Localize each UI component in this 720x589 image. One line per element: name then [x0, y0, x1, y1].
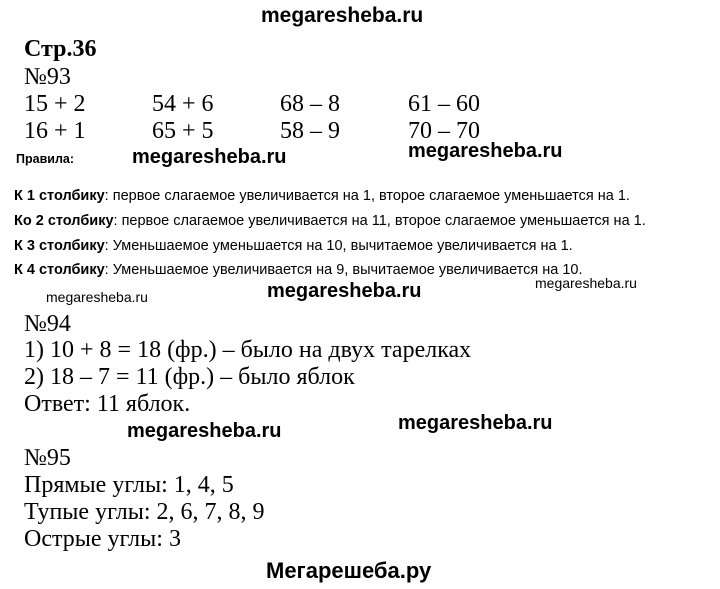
- task-94-number: №94: [24, 311, 71, 337]
- expression: 65 + 5: [152, 118, 214, 144]
- watermark: megaresheba.ru: [132, 146, 287, 168]
- task-95-number: №95: [24, 445, 71, 471]
- solution-line: 1) 10 + 8 = 18 (фр.) – было на двух тарелках: [24, 337, 472, 363]
- expression: 61 – 60: [408, 91, 480, 117]
- watermark: megaresheba.ru: [535, 275, 637, 291]
- rule-label: К 4 столбику: [14, 262, 105, 278]
- rule-line: [14, 238, 573, 254]
- watermark: megaresheba.ru: [267, 280, 422, 302]
- answer-line: Прямые углы: 1, 4, 5: [24, 472, 234, 498]
- answer-line: Тупые углы: 2, 6, 7, 8, 9: [24, 499, 265, 525]
- page-title: Стр.36: [24, 36, 97, 62]
- solution-line: 2) 18 – 7 = 11 (фр.) – было яблок: [24, 364, 355, 390]
- watermark: megaresheba.ru: [408, 140, 563, 162]
- answer-line: Острые углы: 3: [24, 526, 181, 552]
- expression: 58 – 9: [280, 118, 340, 144]
- rule-line: [14, 262, 583, 278]
- rule-text: : Уменьшаемое увеличивается на 9, вычитаемое увеличивается на 10.: [104, 262, 583, 278]
- expression: 16 + 1: [24, 118, 86, 144]
- rule-text: : Уменьшаемое уменьшается на 10, вычитаемое увеличивается на 1.: [104, 238, 573, 254]
- watermark-top: megaresheba.ru: [261, 4, 424, 27]
- watermark: megaresheba.ru: [398, 412, 553, 434]
- rule-label: К 3 столбику: [14, 238, 105, 254]
- expression: 15 + 2: [24, 91, 86, 117]
- rule-line: [14, 188, 630, 204]
- rule-text: : первое слагаемое увеличивается на 11, второе слагаемое уменьшается на 1.: [113, 213, 646, 229]
- expression: 70 – 70: [408, 118, 480, 144]
- watermark: megaresheba.ru: [46, 289, 148, 305]
- expression: 68 – 8: [280, 91, 340, 117]
- answer-line: Ответ: 11 яблок.: [24, 391, 191, 417]
- task-93-number: №93: [24, 64, 71, 90]
- rules-label: Правила:: [16, 152, 74, 166]
- watermark: megaresheba.ru: [127, 420, 282, 442]
- rule-label: К 1 столбику: [14, 188, 105, 204]
- rule-label: Ко 2 столбику: [14, 213, 114, 229]
- expression: 54 + 6: [152, 91, 214, 117]
- rule-text: : первое слагаемое увеличивается на 1, второе слагаемое уменьшается на 1.: [104, 188, 630, 204]
- watermark-bottom: Мегарешеба.ру: [266, 558, 432, 583]
- rule-line: [14, 213, 646, 229]
